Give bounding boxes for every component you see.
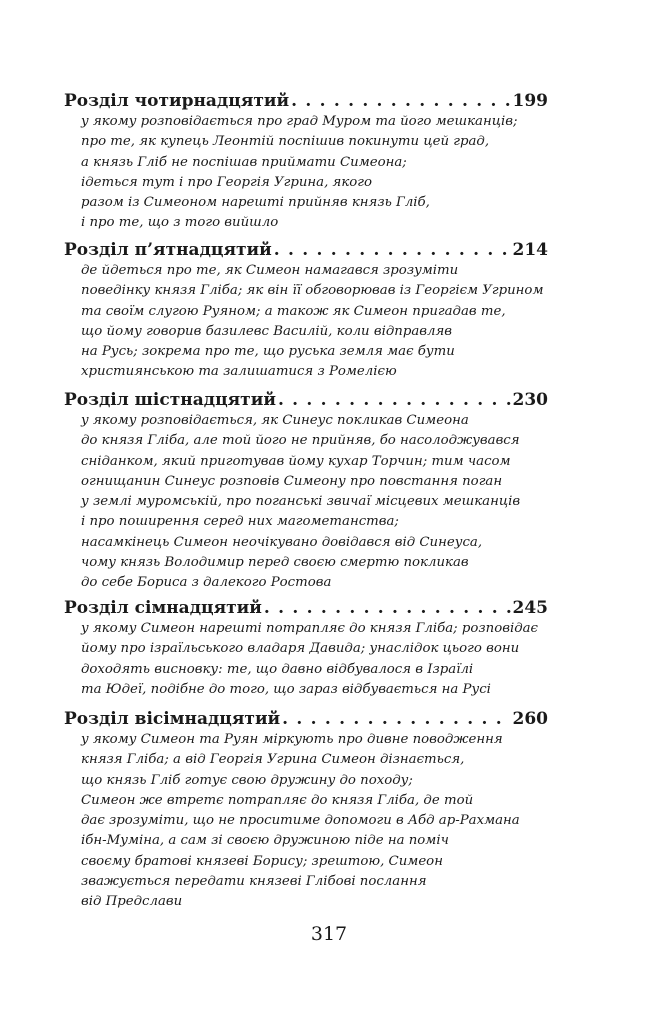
chapter-page-number: 260 (512, 709, 548, 729)
chapter-title: Розділ шістнадцятий (64, 390, 276, 410)
summary-line: чому князь Володимир перед своєю смертю покликав (81, 555, 469, 571)
toc-heading[interactable] (64, 708, 548, 730)
summary-line: доходять висновку: те, що давно відбувалося в Ізраїлі (81, 661, 474, 677)
summary-line: і про поширення серед них магометанства; (81, 514, 399, 530)
toc-entry (64, 597, 548, 700)
summary-line: сніданком, який приготував йому кухар Торчин; тим часом (81, 453, 511, 469)
summary-line: християнською та залишатися з Ромелією (81, 364, 397, 380)
chapter-title: Розділ чотирнадцятий (64, 91, 290, 111)
summary-line: князя Гліба; а від Георгія Угрина Симеон дізнається, (81, 752, 465, 768)
summary-line: та своїм слугою Руяном; а також як Симеон пригадав те, (81, 303, 506, 319)
summary-line: до себе Бориса з далекого Ростова (81, 575, 332, 591)
dot-leader (291, 90, 510, 112)
summary-line: Симеон же втретє потрапляє до князя Гліба, де той (81, 792, 474, 808)
summary-line: ібн-Муміна, а сам зі своєю дружиною піде на поміч (81, 833, 449, 849)
summary-line: і про те, що з того вийшло (81, 215, 279, 231)
summary-line: зважується передати князеві Глібові послання (81, 874, 427, 890)
summary-line: разом із Симеоном нарешті прийняв князь Гліб, (81, 195, 430, 211)
summary-line: що йому говорив базилевс Василій, коли відправляв (81, 323, 453, 339)
toc-heading[interactable] (64, 597, 548, 619)
dot-leader (264, 597, 511, 619)
page-number: 317 (310, 923, 348, 945)
summary-line: у якому Симеон та Руян міркують про дивне поводження (81, 732, 503, 747)
summary-line: ідеться тут і про Георгія Угрина, якого (81, 174, 373, 190)
summary-line: а князь Гліб не поспішав приймати Симеона; (81, 154, 407, 170)
summary-line: про те, як купець Леонтій поспішив покинути цей град, (81, 134, 490, 150)
summary-line: у якому Симеон нарешті потрапляє до князя Гліба; розповідає (81, 621, 539, 636)
summary-line: у якому розповідається про град Муром та його мешканців; (81, 114, 518, 129)
summary-line: дає зрозуміти, що не проситиме допомоги в Абд ар-Рахмана (81, 813, 520, 829)
toc-heading[interactable] (64, 239, 548, 261)
chapter-page-number: 214 (512, 240, 548, 260)
chapter-title: Розділ вісімнадцятий (64, 709, 281, 729)
toc-entry (64, 389, 548, 594)
summary-line: де йдеться про те, як Симеон намагався зрозуміти (81, 263, 459, 278)
toc-heading[interactable] (64, 90, 548, 112)
summary-line: від Предслави (81, 894, 183, 910)
chapter-page-number: 230 (512, 390, 548, 410)
summary-line: та Юдеї, подібне до того, що зараз відбувається на Русі (81, 681, 491, 697)
summary-line: що князь Гліб готує свою дружину до походу; (81, 772, 413, 788)
chapter-page-number: 245 (512, 598, 548, 618)
toc-entry (64, 90, 548, 234)
summary-line: поведінку князя Гліба; як він її обговорював із Георгієм Угрином (81, 283, 544, 299)
summary-line: насамкінець Симеон неочікувано довідався від Синеуса, (81, 534, 483, 550)
summary-line: на Русь; зокрема про те, що руська земля має бути (81, 344, 455, 360)
toc-heading[interactable] (64, 389, 548, 411)
dot-leader (282, 708, 510, 730)
summary-line: у землі муромській, про поганські звичаї місцевих мешканців (81, 494, 521, 510)
chapter-title: Розділ сімнадцятий (64, 598, 262, 618)
chapter-summary (64, 730, 548, 913)
toc-entry (64, 708, 548, 913)
chapter-summary (64, 261, 548, 383)
dot-leader (274, 239, 511, 261)
chapter-page-number: 199 (512, 91, 548, 111)
summary-line: своєму братові князеві Борису; зрештою, Симеон (81, 853, 443, 869)
summary-line: у якому розповідається, як Синеус покликав Симеона (81, 413, 469, 428)
chapter-summary (64, 411, 548, 594)
chapter-summary (64, 619, 548, 700)
summary-line: йому про ізраїльського владаря Давида; унаслідок цього вони (81, 641, 520, 657)
chapter-summary (64, 112, 548, 234)
summary-line: огнищанин Синеус розповів Симеону про повстання поган (81, 473, 503, 489)
chapter-title: Розділ п’ятнадцятий (64, 240, 272, 260)
toc-entry (64, 239, 548, 383)
summary-line: до князя Гліба, але той його не прийняв, бо насолоджувався (81, 433, 520, 449)
dot-leader (278, 389, 511, 411)
